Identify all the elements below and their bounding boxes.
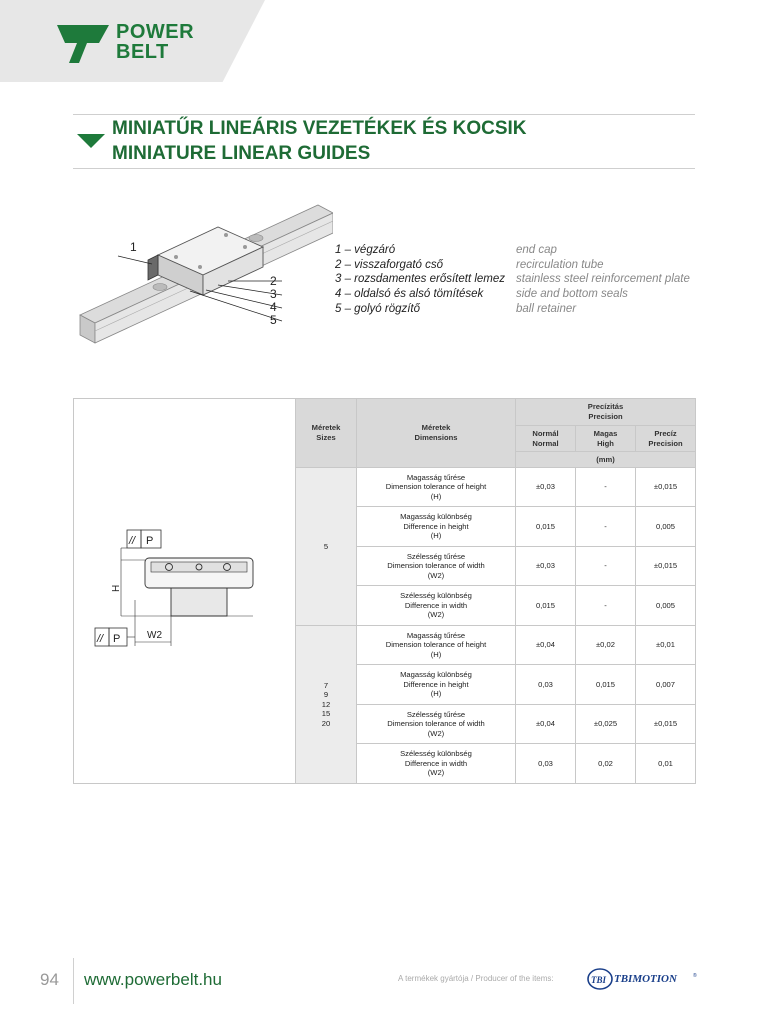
callout-2: 2	[270, 274, 277, 288]
header-sizes: Méretek Sizes	[296, 399, 357, 468]
callout-5: 5	[270, 313, 277, 327]
size-cell: 7 9 12 15 20	[296, 626, 357, 784]
header-precision: Precízitás Precision	[516, 399, 696, 426]
header-high: Magas High	[576, 426, 636, 452]
header-dimensions: Méretek Dimensions	[357, 399, 516, 468]
registered-mark: ®	[693, 973, 697, 979]
datum-p-top: P	[145, 534, 153, 547]
brand-line-2: BELT	[116, 41, 169, 63]
callout-1: 1	[130, 240, 137, 254]
header-precise: Precíz Precision	[636, 426, 696, 452]
precision-table	[73, 398, 696, 784]
tbi-logo-icon	[587, 968, 613, 990]
linear-guide-illustration	[78, 195, 333, 345]
page-title-hu: MINIATŰR LINEÁRIS VEZETÉKEK ÉS KOCSIK	[112, 118, 527, 139]
value-precise: ±0,015	[636, 547, 696, 586]
value-high: 0,02	[576, 744, 636, 784]
value-precise: 0,01	[636, 744, 696, 784]
value-normal: 0,03	[516, 665, 576, 705]
producer-label: A termékek gyártója / Producer of the items:	[398, 974, 554, 983]
brand-line-1: POWER	[116, 21, 195, 43]
value-normal: ±0,03	[516, 468, 576, 507]
tbi-logo-text: TBI	[591, 975, 607, 985]
dimension-cell: Magasság tűrése Dimension tolerance of height (H)	[357, 626, 516, 665]
value-precise: ±0,015	[636, 705, 696, 744]
power-belt-logo-icon	[57, 25, 113, 63]
datum-p-bottom: P	[112, 632, 120, 645]
dimension-cell: Szélesség tűrése Dimension tolerance of width (W2)	[357, 705, 516, 744]
value-high: -	[576, 468, 636, 507]
dimension-cell: Szélesség tűrése Dimension tolerance of width (W2)	[357, 547, 516, 586]
value-precise: 0,005	[636, 586, 696, 626]
dimension-cell: Szélesség különbség Difference in width (W2)	[357, 586, 516, 626]
callout-4: 4	[270, 300, 277, 314]
website-link[interactable]: www.powerbelt.hu	[84, 970, 222, 989]
value-high: -	[576, 547, 636, 586]
dimension-cell: Magasság tűrése Dimension tolerance of height (H)	[357, 468, 516, 507]
value-normal: ±0,04	[516, 705, 576, 744]
header-normal: Normál Normal	[516, 426, 576, 452]
size-cell: 5	[296, 468, 357, 626]
value-high: ±0,025	[576, 705, 636, 744]
parallel-symbol-top: //	[128, 534, 135, 547]
value-normal: ±0,04	[516, 626, 576, 665]
legend-item: 3 – rozsdamentes erősített lemez stainless steel reinforcement plate	[335, 273, 690, 286]
value-precise: ±0,015	[636, 468, 696, 507]
legend-item: 1 – végzáró end cap	[335, 244, 557, 256]
title-top-rule	[73, 114, 695, 115]
value-precise: ±0,01	[636, 626, 696, 665]
value-normal: 0,03	[516, 744, 576, 784]
dimension-w2-label: W2	[146, 629, 162, 641]
parts-legend	[335, 243, 690, 317]
value-normal: 0,015	[516, 507, 576, 547]
value-normal: 0,015	[516, 586, 576, 626]
dimension-h-label: H	[110, 584, 122, 592]
value-high: -	[576, 586, 636, 626]
value-high: ±0,02	[576, 626, 636, 665]
footer-divider	[73, 958, 74, 1004]
brand-logo-text	[116, 22, 194, 62]
legend-item: 2 – visszaforgató cső recirculation tube	[335, 258, 604, 271]
parallel-symbol-bottom: //	[96, 632, 103, 645]
dimension-cell: Szélesség különbség Difference in width (W2)	[357, 744, 516, 784]
value-precise: 0,007	[636, 665, 696, 705]
dimension-cell: Magasság különbség Difference in height (H)	[357, 507, 516, 547]
title-bottom-rule	[73, 168, 695, 169]
producer-name: TBIMOTION	[614, 973, 677, 985]
title-triangle-icon	[77, 134, 105, 148]
value-high: 0,015	[576, 665, 636, 705]
callout-3: 3	[270, 287, 277, 301]
value-normal: ±0,03	[516, 547, 576, 586]
legend-item: 5 – golyó rögzítő ball retainer	[335, 302, 577, 315]
value-precise: 0,005	[636, 507, 696, 547]
dimension-cell: Magasság különbség Difference in height (H)	[357, 665, 516, 705]
page-title-en: MINIATURE LINEAR GUIDES	[112, 143, 371, 164]
cross-section-drawing	[85, 520, 285, 660]
legend-item: 4 – oldalsó és alsó tömítések side and bottom seals	[335, 288, 628, 301]
header-unit: (mm)	[516, 452, 696, 468]
cross-section-drawing-cell	[74, 399, 296, 784]
value-high: -	[576, 507, 636, 547]
page-number: 94	[40, 970, 59, 989]
